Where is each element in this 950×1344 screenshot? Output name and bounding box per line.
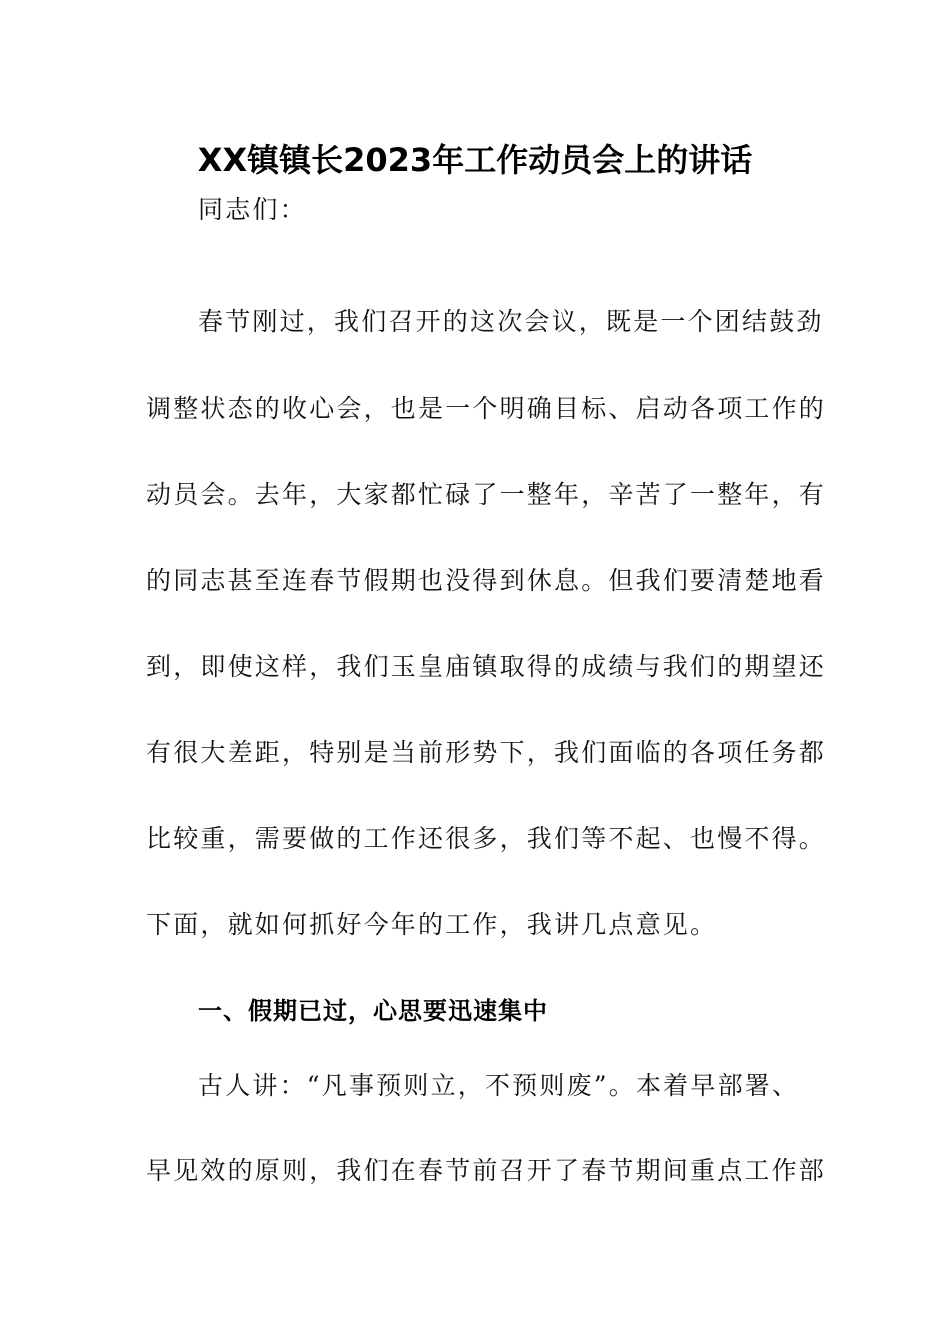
paragraph-line: 调整状态的收心会，也是一个明确目标、启动各项工作的 bbox=[146, 394, 827, 423]
paragraph-line: 动员会。去年，大家都忙碌了一整年，辛苦了一整年，有 bbox=[146, 480, 827, 509]
paragraph-line: 有很大差距，特别是当前形势下，我们面临的各项任务都 bbox=[146, 738, 827, 767]
document-title: XX镇镇长2023年工作动员会上的讲话 bbox=[197, 141, 753, 179]
salutation: 同志们： bbox=[198, 195, 307, 224]
paragraph-line: 春节刚过，我们召开的这次会议，既是一个团结鼓劲 bbox=[198, 307, 824, 336]
paragraph-line: 早见效的原则，我们在春节前召开了春节期间重点工作部 bbox=[146, 1156, 827, 1185]
paragraph-line: 古人讲：“凡事预则立，不预则废”。本着早部署、 bbox=[198, 1071, 800, 1100]
paragraph-line: 下面，就如何抓好今年的工作，我讲几点意见。 bbox=[146, 910, 718, 939]
paragraph-line: 比较重，需要做的工作还很多，我们等不起、也慢不得。 bbox=[146, 824, 827, 853]
paragraph-line: 到，即使这样，我们玉皇庙镇取得的成绩与我们的期望还 bbox=[146, 652, 827, 681]
paragraph-line: 的同志甚至连春节假期也没得到休息。但我们要清楚地看 bbox=[146, 566, 827, 595]
section-heading: 一、假期已过，心思要迅速集中 bbox=[198, 997, 548, 1025]
